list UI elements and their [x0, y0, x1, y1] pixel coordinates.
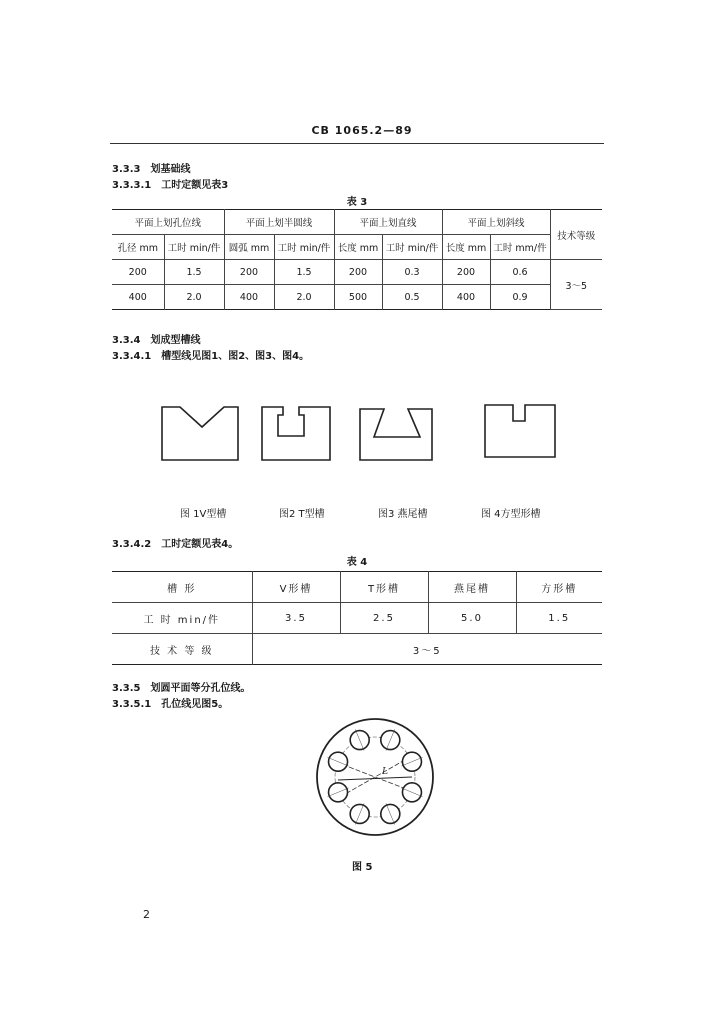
table-cell: 0.6 — [490, 260, 550, 285]
header-rule — [110, 143, 604, 144]
table-cell: 2.0 — [164, 285, 224, 310]
section-3-3-4-1 — [112, 347, 309, 362]
figure1-caption: 图 1V型槽 — [180, 509, 227, 520]
table3-subheader: 圆弧 mm — [224, 235, 274, 260]
dimension-label: L — [382, 767, 388, 777]
section-title: 划基础线 — [150, 164, 191, 175]
table4-row-label: 技 术 等 级 — [112, 634, 252, 665]
figure5 — [310, 710, 440, 850]
section-title: 工时定额见表3 — [161, 180, 229, 191]
table4 — [112, 571, 602, 665]
table3-group-header: 平面上划孔位线 — [112, 210, 224, 235]
table3-group-row — [112, 210, 602, 235]
table3-subheader: 孔径 mm — [112, 235, 164, 260]
table-cell: 400 — [442, 285, 490, 310]
table3-caption: 表 3 — [346, 197, 368, 208]
table4-type-header: V形槽 — [252, 572, 340, 603]
table-cell: 1.5 — [164, 260, 224, 285]
section-number: 3.3.4 — [112, 335, 141, 346]
square-groove-figure — [485, 405, 555, 457]
groove-figures — [150, 395, 570, 470]
section-title: 工时定额见表4。 — [161, 539, 239, 550]
table-cell: 0.9 — [490, 285, 550, 310]
section-number: 3.3.3.1 — [112, 180, 152, 191]
table-row — [112, 260, 602, 285]
section-3-3-3 — [112, 160, 190, 175]
section-number: 3.3.3 — [112, 164, 141, 175]
table4-type-header: T形槽 — [340, 572, 428, 603]
table3-subheader: 工时 min/件 — [164, 235, 224, 260]
section-3-3-5 — [112, 679, 250, 694]
section-3-3-3-1 — [112, 176, 228, 191]
table3-grade: 3～5 — [550, 260, 602, 310]
section-3-3-4 — [112, 331, 200, 346]
table-row — [112, 572, 602, 603]
table3 — [112, 209, 602, 310]
table3-group-header: 平面上划直线 — [334, 210, 442, 235]
table-cell: 400 — [112, 285, 164, 310]
section-number: 3.3.4.2 — [112, 539, 152, 550]
table-cell: 1.5 — [516, 603, 602, 634]
dovetail-groove-figure — [360, 409, 432, 460]
table4-grade: 3～5 — [252, 634, 602, 665]
table4-type-header: 方形槽 — [516, 572, 602, 603]
t-groove-figure — [262, 407, 330, 460]
section-title: 划圆平面等分孔位线。 — [150, 683, 251, 694]
figure4-caption: 图 4方型形槽 — [481, 509, 541, 520]
figure2-caption: 图2 T型槽 — [279, 509, 325, 520]
figure3-caption: 图3 燕尾槽 — [378, 509, 428, 520]
table-cell: 3.5 — [252, 603, 340, 634]
table3-subheader: 长度 mm — [442, 235, 490, 260]
table-row — [112, 634, 602, 665]
table-cell: 200 — [112, 260, 164, 285]
document-code: CB 1065.2—89 — [311, 124, 413, 137]
section-number: 3.3.4.1 — [112, 351, 152, 362]
center-line — [340, 757, 410, 797]
dimension-line-l — [338, 777, 412, 780]
table-cell: 1.5 — [274, 260, 334, 285]
figure5-caption: 图 5 — [352, 862, 373, 873]
page-number: 2 — [143, 908, 150, 921]
table-cell: 400 — [224, 285, 274, 310]
table4-row-label: 槽 形 — [112, 572, 252, 603]
section-title: 划成型槽线 — [150, 335, 201, 346]
table-cell: 200 — [334, 260, 382, 285]
section-3-3-4-2 — [112, 535, 238, 550]
table-cell: 2.0 — [274, 285, 334, 310]
section-number: 3.3.5.1 — [112, 699, 152, 710]
table3-subheader-row — [112, 235, 602, 260]
section-3-3-5-1 — [112, 695, 228, 710]
table4-caption: 表 4 — [346, 557, 368, 568]
table-cell: 0.5 — [382, 285, 442, 310]
v-groove-figure — [162, 407, 238, 460]
table4-row-label: 工 时 min/件 — [112, 603, 252, 634]
table3-group-header: 平面上划斜线 — [442, 210, 550, 235]
table3-subheader: 工时 mm/件 — [490, 235, 550, 260]
table-cell: 500 — [334, 285, 382, 310]
table-cell: 200 — [442, 260, 490, 285]
section-title: 槽型线见图1、图2、图3、图4。 — [161, 351, 310, 362]
table-cell: 2.5 — [340, 603, 428, 634]
table-cell: 0.3 — [382, 260, 442, 285]
disk-outline — [317, 719, 433, 835]
table3-subheader: 工时 min/件 — [274, 235, 334, 260]
table3-group-header: 平面上划半圆线 — [224, 210, 334, 235]
table-cell: 5.0 — [428, 603, 516, 634]
table4-type-header: 燕尾槽 — [428, 572, 516, 603]
table3-subheader: 长度 mm — [334, 235, 382, 260]
section-number: 3.3.5 — [112, 683, 141, 694]
section-title: 孔位线见图5。 — [161, 699, 229, 710]
table3-grade-header: 技术等级 — [550, 210, 602, 260]
table-row — [112, 285, 602, 310]
table-row — [112, 603, 602, 634]
table-cell: 200 — [224, 260, 274, 285]
table3-subheader: 工时 min/件 — [382, 235, 442, 260]
